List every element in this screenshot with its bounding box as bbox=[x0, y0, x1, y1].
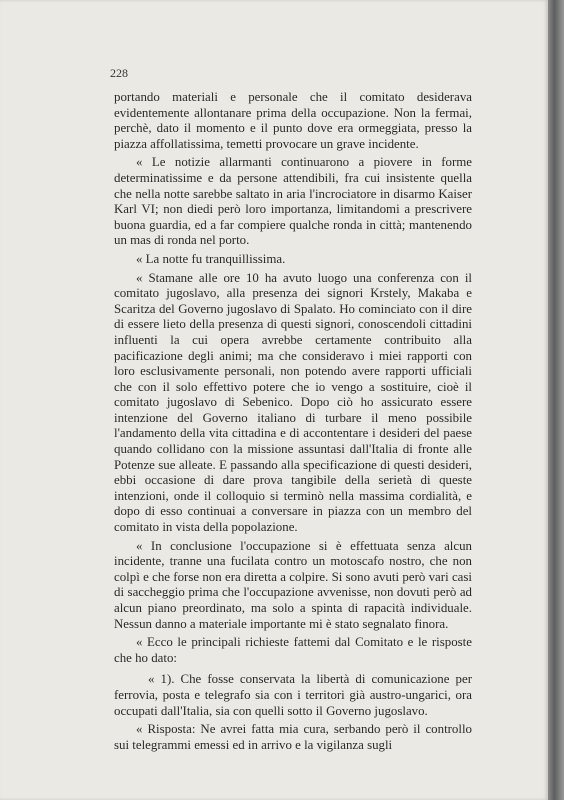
paragraph: « In conclusione l'occupazione si è effettuata senza alcun incidente, tranne una fucilata contro un motoscafo nostro, che non colpì e che forse non era diretta a colpire. Si sono avuti però vari casi di saccheggio prima che l'occupazione avvenisse, non dovuti però ad alcun piano preordinato, ma solo a spinta di rapacità individuale. Nessun danno a materiale importante mi è stato segnalato finora. bbox=[114, 538, 472, 631]
page-edge bbox=[548, 0, 564, 800]
paragraph: « 1). Che fosse conservata la libertà di comunicazione per ferrovia, posta e telegrafo sia con i territori già austro-ungarici, ora occupati dall'Italia, sia con quelli sotto il Governo jugoslavo. bbox=[114, 672, 472, 718]
paragraph: « Risposta: Ne avrei fatta mia cura, serbando però il controllo sui telegrammi emessi ed in arrivo e la vigilanza sugli bbox=[114, 722, 472, 752]
body-text bbox=[114, 90, 472, 756]
page-number: 228 bbox=[110, 66, 128, 80]
paragraph: « Stamane alle ore 10 ha avuto luogo una conferenza con il comitato jugoslavo, alla presenza dei signori Krstely, Makaba e Scaritza del Governo jugoslavo di Spalato. Ho cominciato con il dire di essere lieto della presenza di questi signori, conoscendoli cittadini influenti la cui opera avrebbe certamente contribuito alla pacificazione degli animi; ma che consideravo i miei rapporti con loro esclusivamente personali, non potendo avere rapporti ufficiali che con il solo effettivo potere che io vengo a sostituire, cioè il comitato jugoslavo di Sebenico. Dopo ciò ho assicurato essere intenzione del Governo italiano di turbare il meno possibile l'andamento della vita cittadina e di accontentare i desideri del paese quando collidano con la missione assuntasi dall'Italia di fronte alle Potenze sue alleate. E passando alla specificazione di questi desideri, ebbi occasione di dare prova tangibile della serietà di queste intenzioni, onde il colloquio si terminò nella massima cordialità, e dopo di esso continuai a conversare in piazza con un membro del comitato in vista della popolazione. bbox=[114, 270, 472, 535]
paragraph: « La notte fu tranquillissima. bbox=[136, 251, 286, 266]
paragraph: « Ecco le principali richieste fattemi dal Comitato e le risposte che ho dato: bbox=[114, 635, 472, 665]
paragraph: portando materiali e personale che il comitato desiderava evidentemente allontanare prima della occupazione. Non la fermai, perchè, dato il momento e il punto dove era ormeggiata, presso la piazza affollatissima, temetti provocare un grave incidente. bbox=[114, 90, 472, 151]
paragraph: « Le notizie allarmanti continuarono a piovere in forme determinatissime e da persone attendibili, fra cui insistente quella che nella notte sarebbe saltato in aria l'incrociatore in disarmo Kaiser Karl VI; non diedi però loro importanza, limitandomi a prescrivere buona guardia, ed a far compiere qualche ronda in città; mantenendo un mas di ronda nel porto. bbox=[114, 155, 472, 248]
